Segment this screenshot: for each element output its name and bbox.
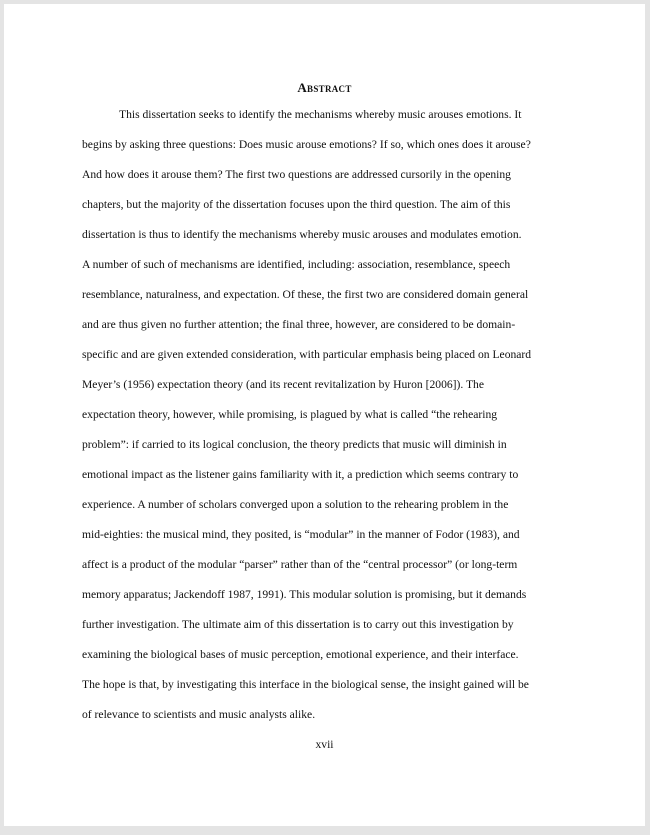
text-line: of relevance to scientists and music analysts alike. [82, 708, 316, 721]
text-line: mid-eighties: the musical mind, they posited, is “modular” in the manner of Fodor (1983), and [82, 528, 520, 541]
text-line: examining the biological bases of music perception, emotional experience, and their interface. [82, 648, 519, 661]
text-line: emotional impact as the listener gains familiarity with it, a prediction which seems contrary to [82, 468, 519, 481]
text-line: affect is a product of the modular “parser” rather than of the “central processor” (or long-term [82, 558, 518, 571]
text-line: This dissertation seeks to identify the mechanisms whereby music arouses emotions. It [119, 108, 522, 121]
page-number: xvii [315, 738, 334, 751]
text-line: Meyer’s (1956) expectation theory (and its recent revitalization by Huron [2006]). The [82, 378, 484, 391]
text-line: A number of such of mechanisms are identified, including: association, resemblance, speech [82, 258, 511, 271]
text-line: further investigation. The ultimate aim of this dissertation is to carry out this investigation by [82, 618, 514, 631]
text-line: experience. A number of scholars converged upon a solution to the rehearing problem in the [82, 498, 509, 511]
text-line: dissertation is thus to identify the mechanisms whereby music arouses and modulates emotion. [82, 228, 522, 241]
document-page [4, 4, 645, 826]
text-line: problem”: if carried to its logical conclusion, the theory predicts that music will diminish in [82, 438, 507, 451]
text-line: and are thus given no further attention; the final three, however, are considered to be domain- [82, 318, 516, 331]
page-title: Abstract [297, 80, 352, 95]
text-line: And how does it arouse them? The first two questions are addressed cursorily in the opening [82, 168, 511, 181]
abstract-paragraph [82, 100, 572, 730]
text-line: chapters, but the majority of the dissertation focuses upon the third question. The aim of this [82, 198, 511, 211]
text-line: The hope is that, by investigating this interface in the biological sense, the insight gained will be [82, 678, 529, 691]
text-line: memory apparatus; Jackendoff 1987, 1991). This modular solution is promising, but it demands [82, 588, 527, 601]
text-line: resemblance, naturalness, and expectation. Of these, the first two are considered domain general [82, 288, 529, 301]
text-line: specific and are given extended consideration, with particular emphasis being placed on Leonard [82, 348, 532, 361]
text-line: expectation theory, however, while promising, is plagued by what is called “the rehearing [82, 408, 498, 421]
text-line: begins by asking three questions: Does music arouse emotions? If so, which ones does it arouse? [82, 138, 531, 151]
